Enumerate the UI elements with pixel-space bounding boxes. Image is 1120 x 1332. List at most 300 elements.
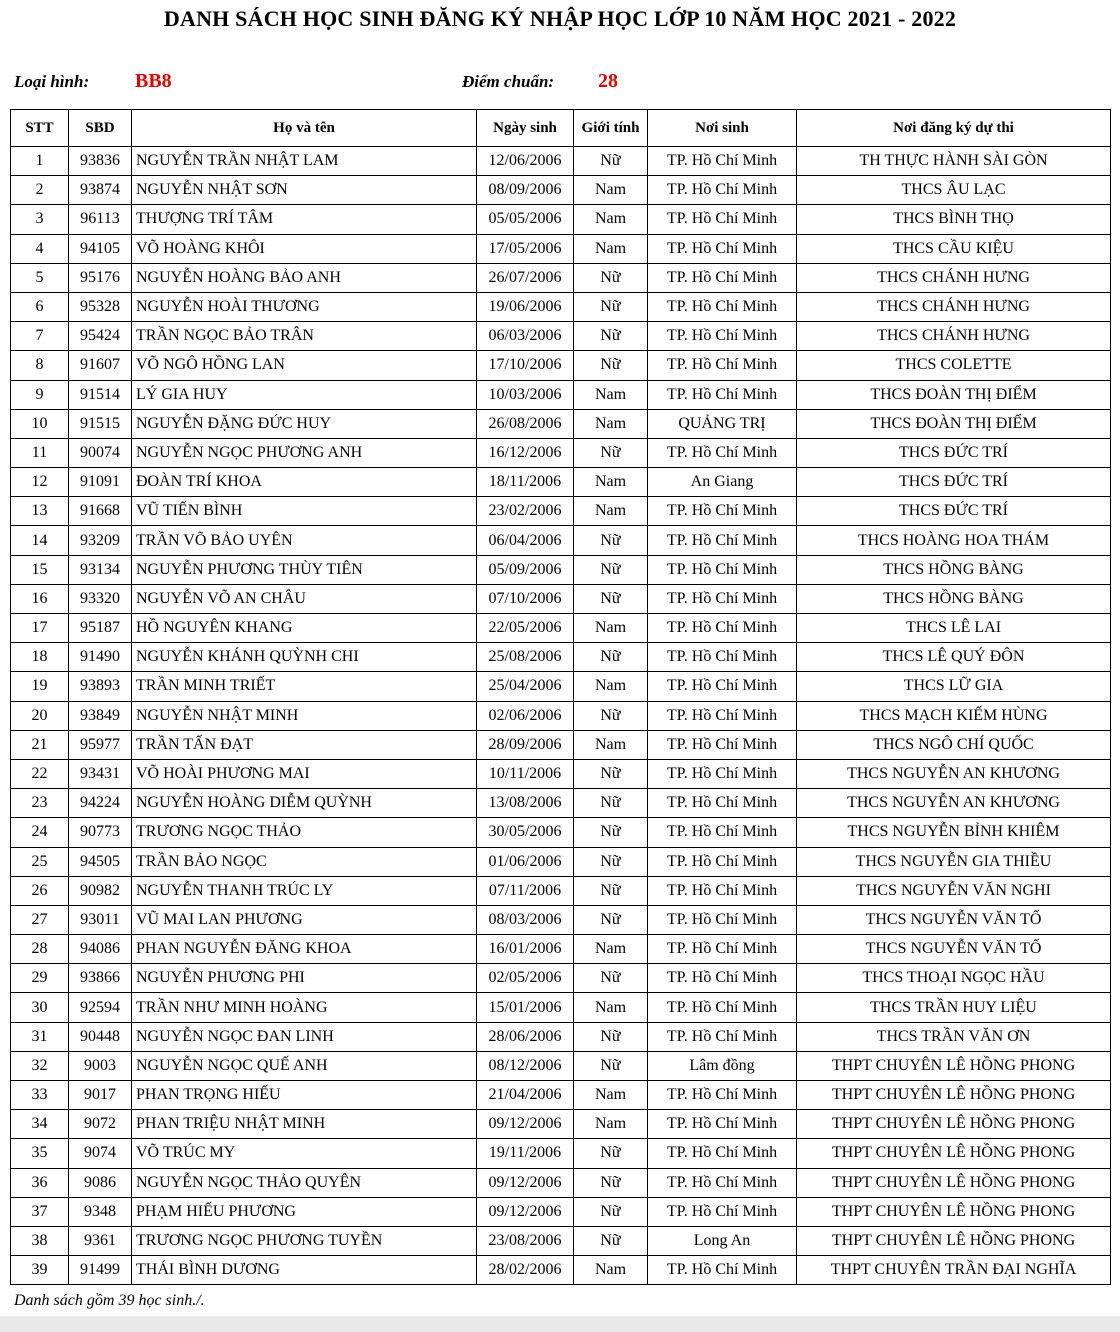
header-exam-school: Nơi đăng ký dự thi xyxy=(797,110,1111,147)
cell-birthplace: TP. Hồ Chí Minh xyxy=(648,643,797,672)
cell-birthplace: TP. Hồ Chí Minh xyxy=(648,380,797,409)
cell-birthplace: TP. Hồ Chí Minh xyxy=(648,964,797,993)
cell-stt: 20 xyxy=(11,701,69,730)
cell-exam-school: THCS NGÔ CHÍ QUỐC xyxy=(797,730,1111,759)
cell-name: NGUYỄN NGỌC THẢO QUYÊN xyxy=(132,1168,477,1197)
cell-sbd: 9348 xyxy=(69,1197,132,1226)
cell-birthdate: 08/12/2006 xyxy=(477,1051,574,1080)
cell-exam-school: THCS CHÁNH HƯNG xyxy=(797,292,1111,321)
cell-exam-school: THCS NGUYỄN AN KHƯƠNG xyxy=(797,759,1111,788)
cell-stt: 27 xyxy=(11,905,69,934)
cell-birthdate: 16/12/2006 xyxy=(477,438,574,467)
cell-birthdate: 13/08/2006 xyxy=(477,789,574,818)
cell-birthdate: 26/07/2006 xyxy=(477,263,574,292)
cell-gender: Nữ xyxy=(574,876,648,905)
cell-sbd: 95977 xyxy=(69,730,132,759)
cell-sbd: 9074 xyxy=(69,1139,132,1168)
cell-gender: Nam xyxy=(574,1081,648,1110)
cell-birthdate: 05/09/2006 xyxy=(477,555,574,584)
table-row xyxy=(11,497,1111,526)
cell-stt: 9 xyxy=(11,380,69,409)
cell-gender: Nữ xyxy=(574,263,648,292)
cell-birthdate: 12/06/2006 xyxy=(477,147,574,176)
table-row xyxy=(11,234,1111,263)
table-row xyxy=(11,1081,1111,1110)
cell-name: VÕ NGÔ HỒNG LAN xyxy=(132,351,477,380)
cell-sbd: 93836 xyxy=(69,147,132,176)
cell-name: NGUYỄN NHẬT SƠN xyxy=(132,176,477,205)
cell-stt: 30 xyxy=(11,993,69,1022)
table-body xyxy=(11,147,1111,1285)
cell-exam-school: THPT CHUYÊN LÊ HỒNG PHONG xyxy=(797,1051,1111,1080)
cell-sbd: 91490 xyxy=(69,643,132,672)
cell-name: TRẦN NGỌC BẢO TRÂN xyxy=(132,322,477,351)
cell-gender: Nữ xyxy=(574,322,648,351)
cell-exam-school: THCS COLETTE xyxy=(797,351,1111,380)
cell-gender: Nữ xyxy=(574,701,648,730)
cell-birthdate: 09/12/2006 xyxy=(477,1168,574,1197)
cell-stt: 21 xyxy=(11,730,69,759)
cell-name: THÁI BÌNH DƯƠNG xyxy=(132,1256,477,1285)
cell-birthplace: TP. Hồ Chí Minh xyxy=(648,1197,797,1226)
cell-sbd: 93011 xyxy=(69,905,132,934)
cell-name: NGUYỄN HOÀNG BẢO ANH xyxy=(132,263,477,292)
cell-sbd: 9361 xyxy=(69,1226,132,1255)
type-value: BB8 xyxy=(135,70,172,92)
cell-birthplace: TP. Hồ Chí Minh xyxy=(648,263,797,292)
cell-birthplace: TP. Hồ Chí Minh xyxy=(648,497,797,526)
table-row xyxy=(11,935,1111,964)
cell-sbd: 90773 xyxy=(69,818,132,847)
cell-sbd: 95187 xyxy=(69,614,132,643)
cell-gender: Nam xyxy=(574,409,648,438)
cell-birthdate: 19/06/2006 xyxy=(477,292,574,321)
cell-birthplace: TP. Hồ Chí Minh xyxy=(648,701,797,730)
table-row xyxy=(11,176,1111,205)
cell-name: PHAN TRỌNG HIẾU xyxy=(132,1081,477,1110)
cell-name: NGUYỄN PHƯƠNG THÙY TIÊN xyxy=(132,555,477,584)
cell-exam-school: THCS CHÁNH HƯNG xyxy=(797,322,1111,351)
cell-exam-school: THPT CHUYÊN LÊ HỒNG PHONG xyxy=(797,1168,1111,1197)
cell-birthdate: 05/05/2006 xyxy=(477,205,574,234)
page-title: DANH SÁCH HỌC SINH ĐĂNG KÝ NHẬP HỌC LỚP 10 NĂM HỌC 2021 - 2022 xyxy=(163,6,957,31)
cell-gender: Nữ xyxy=(574,789,648,818)
table-row xyxy=(11,438,1111,467)
table-row xyxy=(11,993,1111,1022)
cell-name: HỒ NGUYÊN KHANG xyxy=(132,614,477,643)
cell-stt: 31 xyxy=(11,1022,69,1051)
cell-name: NGUYỄN ĐẶNG ĐỨC HUY xyxy=(132,409,477,438)
table-row xyxy=(11,1197,1111,1226)
cell-birthplace: TP. Hồ Chí Minh xyxy=(648,614,797,643)
cell-birthplace: TP. Hồ Chí Minh xyxy=(648,759,797,788)
cell-birthplace: TP. Hồ Chí Minh xyxy=(648,584,797,613)
cell-birthplace: TP. Hồ Chí Minh xyxy=(648,935,797,964)
cell-name: TRẦN MINH TRIẾT xyxy=(132,672,477,701)
cell-birthplace: TP. Hồ Chí Minh xyxy=(648,205,797,234)
cell-birthdate: 28/02/2006 xyxy=(477,1256,574,1285)
cell-birthdate: 30/05/2006 xyxy=(477,818,574,847)
cell-exam-school: THCS ĐỨC TRÍ xyxy=(797,468,1111,497)
cell-exam-school: THCS HỒNG BÀNG xyxy=(797,555,1111,584)
cell-sbd: 91607 xyxy=(69,351,132,380)
cell-gender: Nữ xyxy=(574,818,648,847)
cell-stt: 15 xyxy=(11,555,69,584)
cell-birthplace: TP. Hồ Chí Minh xyxy=(648,322,797,351)
cell-stt: 24 xyxy=(11,818,69,847)
cell-gender: Nữ xyxy=(574,584,648,613)
cell-exam-school: THCS MẠCH KIẾM HÙNG xyxy=(797,701,1111,730)
table-row xyxy=(11,380,1111,409)
cell-stt: 5 xyxy=(11,263,69,292)
cell-exam-school: THCS ÂU LẠC xyxy=(797,176,1111,205)
table-row xyxy=(11,555,1111,584)
cell-stt: 11 xyxy=(11,438,69,467)
cell-sbd: 94224 xyxy=(69,789,132,818)
cell-birthplace: TP. Hồ Chí Minh xyxy=(648,147,797,176)
cell-name: NGUYỄN TRẦN NHẬT LAM xyxy=(132,147,477,176)
cell-name: VÕ HOÀI PHƯƠNG MAI xyxy=(132,759,477,788)
cell-stt: 39 xyxy=(11,1256,69,1285)
cell-birthdate: 01/06/2006 xyxy=(477,847,574,876)
cell-name: NGUYỄN THANH TRÚC LY xyxy=(132,876,477,905)
table-row xyxy=(11,964,1111,993)
cell-stt: 37 xyxy=(11,1197,69,1226)
cell-gender: Nữ xyxy=(574,1051,648,1080)
table-row xyxy=(11,701,1111,730)
cell-birthdate: 06/03/2006 xyxy=(477,322,574,351)
cell-stt: 16 xyxy=(11,584,69,613)
cell-stt: 19 xyxy=(11,672,69,701)
cell-sbd: 91499 xyxy=(69,1256,132,1285)
cell-exam-school: THCS ĐỨC TRÍ xyxy=(797,438,1111,467)
cell-exam-school: THCS TRẦN VĂN ƠN xyxy=(797,1022,1111,1051)
table-row xyxy=(11,468,1111,497)
cell-stt: 28 xyxy=(11,935,69,964)
cell-birthplace: An Giang xyxy=(648,468,797,497)
table-row xyxy=(11,672,1111,701)
cell-birthplace: QUẢNG TRỊ xyxy=(648,409,797,438)
cell-name: VŨ TIẾN BÌNH xyxy=(132,497,477,526)
cell-exam-school: THPT CHUYÊN LÊ HỒNG PHONG xyxy=(797,1226,1111,1255)
cell-birthplace: TP. Hồ Chí Minh xyxy=(648,1139,797,1168)
cell-exam-school: THCS THOẠI NGỌC HẦU xyxy=(797,964,1111,993)
cell-birthplace: TP. Hồ Chí Minh xyxy=(648,351,797,380)
cell-sbd: 9072 xyxy=(69,1110,132,1139)
cell-exam-school: THCS LỮ GIA xyxy=(797,672,1111,701)
cell-sbd: 94105 xyxy=(69,234,132,263)
cell-birthplace: TP. Hồ Chí Minh xyxy=(648,1022,797,1051)
cell-name: TRẦN BẢO NGỌC xyxy=(132,847,477,876)
cell-gender: Nữ xyxy=(574,351,648,380)
cell-birthplace: TP. Hồ Chí Minh xyxy=(648,234,797,263)
table-row xyxy=(11,847,1111,876)
cell-birthplace: TP. Hồ Chí Minh xyxy=(648,730,797,759)
cell-name: VÕ HOÀNG KHÔI xyxy=(132,234,477,263)
cell-birthdate: 07/10/2006 xyxy=(477,584,574,613)
cell-birthdate: 25/08/2006 xyxy=(477,643,574,672)
table-row xyxy=(11,1051,1111,1080)
cell-name: ĐOÀN TRÍ KHOA xyxy=(132,468,477,497)
table-header-row xyxy=(11,110,1111,147)
cell-stt: 4 xyxy=(11,234,69,263)
cell-stt: 34 xyxy=(11,1110,69,1139)
cell-birthdate: 16/01/2006 xyxy=(477,935,574,964)
cell-birthdate: 07/11/2006 xyxy=(477,876,574,905)
header-gender: Giới tính xyxy=(574,110,648,147)
table-row xyxy=(11,905,1111,934)
cell-birthdate: 10/11/2006 xyxy=(477,759,574,788)
cell-name: NGUYỄN NGỌC PHƯƠNG ANH xyxy=(132,438,477,467)
cell-name: NGUYỄN NGỌC QUẾ ANH xyxy=(132,1051,477,1080)
cell-exam-school: THCS NGUYỄN AN KHƯƠNG xyxy=(797,789,1111,818)
table-row xyxy=(11,584,1111,613)
cell-birthdate: 17/10/2006 xyxy=(477,351,574,380)
cell-name: NGUYỄN HOÀI THƯƠNG xyxy=(132,292,477,321)
cell-exam-school: TH THỰC HÀNH SÀI GÒN xyxy=(797,147,1111,176)
cell-exam-school: THCS HỒNG BÀNG xyxy=(797,584,1111,613)
table-row xyxy=(11,1168,1111,1197)
table-row xyxy=(11,1256,1111,1285)
score-label: Điểm chuẩn: xyxy=(462,72,555,91)
cell-stt: 35 xyxy=(11,1139,69,1168)
cell-exam-school: THCS NGUYỄN VĂN TỐ xyxy=(797,935,1111,964)
table-row xyxy=(11,759,1111,788)
cell-stt: 8 xyxy=(11,351,69,380)
cell-stt: 2 xyxy=(11,176,69,205)
cell-gender: Nam xyxy=(574,497,648,526)
cell-exam-school: THCS HOÀNG HOA THÁM xyxy=(797,526,1111,555)
table-row xyxy=(11,1139,1111,1168)
cell-exam-school: THCS ĐOÀN THỊ ĐIỂM xyxy=(797,380,1111,409)
cell-sbd: 95328 xyxy=(69,292,132,321)
header-stt: STT xyxy=(11,110,69,147)
cell-birthdate: 28/06/2006 xyxy=(477,1022,574,1051)
cell-name: TRẦN VÕ BẢO UYÊN xyxy=(132,526,477,555)
cell-birthplace: TP. Hồ Chí Minh xyxy=(648,876,797,905)
cell-stt: 36 xyxy=(11,1168,69,1197)
cell-gender: Nữ xyxy=(574,526,648,555)
cell-exam-school: THPT CHUYÊN LÊ HỒNG PHONG xyxy=(797,1110,1111,1139)
cell-name: TRẦN NHƯ MINH HOÀNG xyxy=(132,993,477,1022)
cell-exam-school: THCS ĐỨC TRÍ xyxy=(797,497,1111,526)
table-row xyxy=(11,789,1111,818)
cell-gender: Nam xyxy=(574,205,648,234)
cell-name: VŨ MAI LAN PHƯƠNG xyxy=(132,905,477,934)
cell-gender: Nam xyxy=(574,1256,648,1285)
cell-name: PHẠM HIẾU PHƯƠNG xyxy=(132,1197,477,1226)
cell-stt: 23 xyxy=(11,789,69,818)
cell-sbd: 9017 xyxy=(69,1081,132,1110)
table-row xyxy=(11,643,1111,672)
cell-sbd: 96113 xyxy=(69,205,132,234)
cell-gender: Nam xyxy=(574,614,648,643)
cell-gender: Nữ xyxy=(574,1022,648,1051)
header-birthdate: Ngày sinh xyxy=(477,110,574,147)
cell-birthdate: 22/05/2006 xyxy=(477,614,574,643)
table-row xyxy=(11,409,1111,438)
cell-birthplace: TP. Hồ Chí Minh xyxy=(648,789,797,818)
cell-sbd: 90448 xyxy=(69,1022,132,1051)
cell-exam-school: THCS NGUYỄN VĂN NGHI xyxy=(797,876,1111,905)
cell-gender: Nữ xyxy=(574,1168,648,1197)
cell-stt: 38 xyxy=(11,1226,69,1255)
type-label: Loại hình: xyxy=(14,72,90,91)
cell-stt: 13 xyxy=(11,497,69,526)
cell-sbd: 91668 xyxy=(69,497,132,526)
cell-gender: Nam xyxy=(574,234,648,263)
cell-name: TRƯƠNG NGỌC THẢO xyxy=(132,818,477,847)
table-row xyxy=(11,322,1111,351)
score-value: 28 xyxy=(598,70,618,92)
cell-gender: Nam xyxy=(574,993,648,1022)
cell-birthplace: TP. Hồ Chí Minh xyxy=(648,176,797,205)
cell-stt: 10 xyxy=(11,409,69,438)
cell-gender: Nữ xyxy=(574,1226,648,1255)
table-row xyxy=(11,1110,1111,1139)
cell-birthplace: TP. Hồ Chí Minh xyxy=(648,292,797,321)
cell-gender: Nữ xyxy=(574,905,648,934)
cell-name: THƯỢNG TRÍ TÂM xyxy=(132,205,477,234)
cell-sbd: 95424 xyxy=(69,322,132,351)
cell-name: TRƯƠNG NGỌC PHƯƠNG TUYỀN xyxy=(132,1226,477,1255)
cell-gender: Nữ xyxy=(574,759,648,788)
cell-stt: 26 xyxy=(11,876,69,905)
cell-birthdate: 08/03/2006 xyxy=(477,905,574,934)
cell-name: VÕ TRÚC MY xyxy=(132,1139,477,1168)
cell-sbd: 91515 xyxy=(69,409,132,438)
cell-name: NGUYỄN PHƯƠNG PHI xyxy=(132,964,477,993)
cell-birthplace: TP. Hồ Chí Minh xyxy=(648,1256,797,1285)
table-row xyxy=(11,876,1111,905)
table-row xyxy=(11,292,1111,321)
cell-gender: Nam xyxy=(574,176,648,205)
cell-gender: Nữ xyxy=(574,147,648,176)
cell-exam-school: THCS ĐOÀN THỊ ĐIỂM xyxy=(797,409,1111,438)
cell-exam-school: THCS NGUYỄN BỈNH KHIÊM xyxy=(797,818,1111,847)
cell-gender: Nam xyxy=(574,380,648,409)
cell-sbd: 93866 xyxy=(69,964,132,993)
table-row xyxy=(11,1022,1111,1051)
cell-birthdate: 02/06/2006 xyxy=(477,701,574,730)
student-table xyxy=(10,109,1111,1285)
cell-birthplace: TP. Hồ Chí Minh xyxy=(648,1110,797,1139)
cell-gender: Nữ xyxy=(574,292,648,321)
cell-sbd: 91514 xyxy=(69,380,132,409)
table-row xyxy=(11,205,1111,234)
cell-birthdate: 28/09/2006 xyxy=(477,730,574,759)
cell-sbd: 9086 xyxy=(69,1168,132,1197)
cell-name: LÝ GIA HUY xyxy=(132,380,477,409)
cell-gender: Nữ xyxy=(574,1197,648,1226)
cell-gender: Nam xyxy=(574,672,648,701)
footer-note: Danh sách gồm 39 học sinh./. xyxy=(14,1292,205,1309)
cell-birthplace: TP. Hồ Chí Minh xyxy=(648,818,797,847)
cell-birthplace: TP. Hồ Chí Minh xyxy=(648,438,797,467)
header-birthplace: Nơi sinh xyxy=(648,110,797,147)
cell-exam-school: THCS TRẦN HUY LIỆU xyxy=(797,993,1111,1022)
cell-name: PHAN NGUYỄN ĐĂNG KHOA xyxy=(132,935,477,964)
cell-sbd: 90982 xyxy=(69,876,132,905)
cell-sbd: 95176 xyxy=(69,263,132,292)
cell-birthdate: 17/05/2006 xyxy=(477,234,574,263)
cell-birthdate: 02/05/2006 xyxy=(477,964,574,993)
cell-stt: 17 xyxy=(11,614,69,643)
cell-exam-school: THCS NGUYỄN VĂN TỐ xyxy=(797,905,1111,934)
cell-sbd: 93320 xyxy=(69,584,132,613)
cell-birthdate: 06/04/2006 xyxy=(477,526,574,555)
cell-sbd: 9003 xyxy=(69,1051,132,1080)
cell-name: NGUYỄN NGỌC ĐAN LINH xyxy=(132,1022,477,1051)
cell-stt: 6 xyxy=(11,292,69,321)
cell-gender: Nam xyxy=(574,935,648,964)
header-name: Họ và tên xyxy=(132,110,477,147)
cell-birthdate: 08/09/2006 xyxy=(477,176,574,205)
table-row xyxy=(11,1226,1111,1255)
table-row xyxy=(11,818,1111,847)
table-row xyxy=(11,526,1111,555)
cell-gender: Nữ xyxy=(574,847,648,876)
cell-name: NGUYỄN VÕ AN CHÂU xyxy=(132,584,477,613)
cell-gender: Nữ xyxy=(574,1139,648,1168)
cell-birthdate: 21/04/2006 xyxy=(477,1081,574,1110)
cell-birthplace: TP. Hồ Chí Minh xyxy=(648,847,797,876)
cell-birthdate: 23/02/2006 xyxy=(477,497,574,526)
cell-birthdate: 09/12/2006 xyxy=(477,1110,574,1139)
table-row xyxy=(11,351,1111,380)
cell-exam-school: THCS CHÁNH HƯNG xyxy=(797,263,1111,292)
table-row xyxy=(11,614,1111,643)
cell-gender: Nữ xyxy=(574,555,648,584)
cell-sbd: 94086 xyxy=(69,935,132,964)
cell-exam-school: THCS CẦU KIỆU xyxy=(797,234,1111,263)
cell-gender: Nam xyxy=(574,730,648,759)
cell-birthplace: TP. Hồ Chí Minh xyxy=(648,905,797,934)
cell-name: PHAN TRIỆU NHẬT MINH xyxy=(132,1110,477,1139)
table-row xyxy=(11,263,1111,292)
cell-sbd: 90074 xyxy=(69,438,132,467)
cell-gender: Nữ xyxy=(574,438,648,467)
cell-gender: Nữ xyxy=(574,643,648,672)
table-row xyxy=(11,730,1111,759)
cell-stt: 32 xyxy=(11,1051,69,1080)
cell-sbd: 93874 xyxy=(69,176,132,205)
cell-stt: 14 xyxy=(11,526,69,555)
cell-birthdate: 26/08/2006 xyxy=(477,409,574,438)
cell-exam-school: THCS LÊ QUÝ ĐÔN xyxy=(797,643,1111,672)
cell-name: NGUYỄN KHÁNH QUỲNH CHI xyxy=(132,643,477,672)
cell-exam-school: THPT CHUYÊN LÊ HỒNG PHONG xyxy=(797,1197,1111,1226)
table-row xyxy=(11,147,1111,176)
cell-birthplace: TP. Hồ Chí Minh xyxy=(648,526,797,555)
cell-birthplace: Lâm đồng xyxy=(648,1051,797,1080)
cell-exam-school: THCS BÌNH THỌ xyxy=(797,205,1111,234)
cell-sbd: 93849 xyxy=(69,701,132,730)
cell-exam-school: THCS LÊ LAI xyxy=(797,614,1111,643)
cell-birthdate: 09/12/2006 xyxy=(477,1197,574,1226)
cell-birthplace: Long An xyxy=(648,1226,797,1255)
cell-gender: Nữ xyxy=(574,964,648,993)
cell-name: NGUYỄN NHẬT MINH xyxy=(132,701,477,730)
cell-birthdate: 10/03/2006 xyxy=(477,380,574,409)
cell-birthplace: TP. Hồ Chí Minh xyxy=(648,1168,797,1197)
cell-gender: Nam xyxy=(574,1110,648,1139)
header-sbd: SBD xyxy=(69,110,132,147)
cell-birthdate: 19/11/2006 xyxy=(477,1139,574,1168)
cell-birthplace: TP. Hồ Chí Minh xyxy=(648,555,797,584)
cell-name: TRẦN TẤN ĐẠT xyxy=(132,730,477,759)
cell-stt: 7 xyxy=(11,322,69,351)
